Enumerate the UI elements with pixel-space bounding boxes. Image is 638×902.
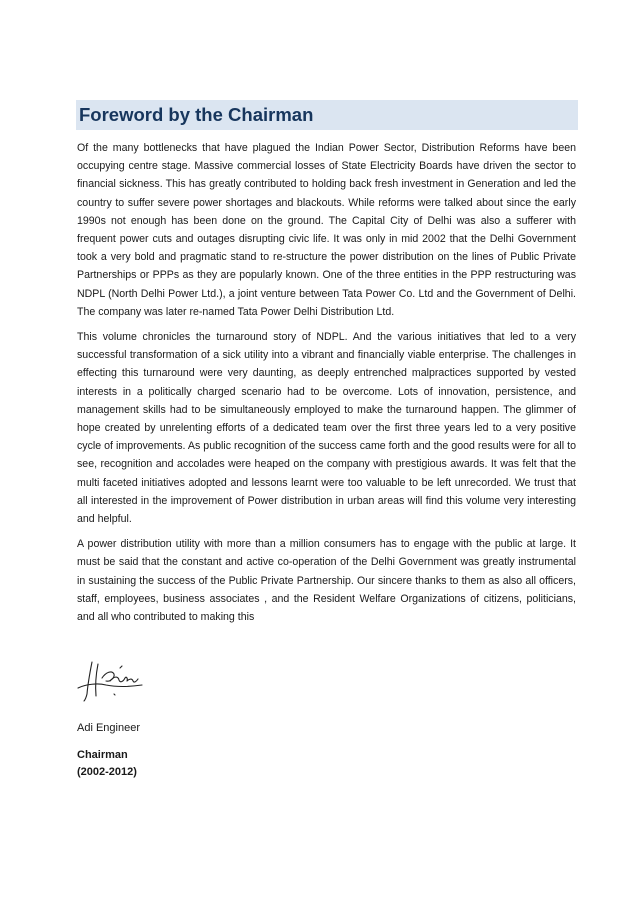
page-title: Foreword by the Chairman xyxy=(79,104,314,125)
paragraph-3: A power distribution utility with more than a million consumers has to engage with the public at large. It must be said that the constant and active co-operation of the Delhi Government was greatly instrumental in sustaining the success of the Public Private Partnership. Our sincere thanks to them as also all officers, staff, employees, business associates , and the Resident Welfare Organizations of citizens, politicians, and all who contributed to making this xyxy=(77,538,576,624)
signatory-designation xyxy=(77,747,137,781)
handwritten-signature xyxy=(72,654,152,706)
signatory-name: Adi Engineer xyxy=(77,722,140,734)
signatory-title: Chairman xyxy=(77,749,128,761)
paragraph-2: This volume chronicles the turnaround story of NDPL. And the various initiatives that led to a very successful transformation of a sick utility into a vibrant and financially viable enterprise. The challenges in effecting this turnaround were very daunting, as deeply entrenched malpractices supported by vested interests in a politically charged scenario had to be overcome. Lots of innovation, persistence, and management skills had to be simultaneously employed to make the turnaround happen. The glimmer of hope created by unrelenting efforts of a dedicated team over the first three years led to a very positive cycle of improvements. As public recognition of the success came forth and the good results were for all to see, recognition and accolades were heaped on the company with prestigious awards. It was felt that the multi faceted initiatives adopted and lessons learnt were too valuable to be left unrecorded. We trust that all interested in the improvement of Power distribution in urban areas will find this volume very interesting and helpful. xyxy=(77,331,576,526)
heading-band xyxy=(76,100,578,130)
signatory-tenure: (2002-2012) xyxy=(77,766,137,778)
paragraph-1: Of the many bottlenecks that have plagued the Indian Power Sector, Distribution Reforms have been occupying centre stage. Massive commercial losses of State Electricity Boards have driven the sector to financial sickness. This has greatly contributed to holding back fresh investment in Generation and led the country to suffer severe power shortages and blackouts. While reforms were talked about since the early 1990s not enough has been done on the ground. The Capital City of Delhi was also a sufferer with frequent power cuts and outages disrupting civic life. It was only in mid 2002 that the Delhi Government took a very bold and pragmatic stand to re-structure the power distribution on the lines of Public Private Partnerships or PPPs as they are popularly known. One of the three entities in the PPP restructuring was NDPL (North Delhi Power Ltd.), a joint venture between Tata Power Co. Ltd and the Government of Delhi. The company was later re-named Tata Power Delhi Distribution Ltd. xyxy=(77,142,576,318)
foreword-body xyxy=(77,139,576,633)
